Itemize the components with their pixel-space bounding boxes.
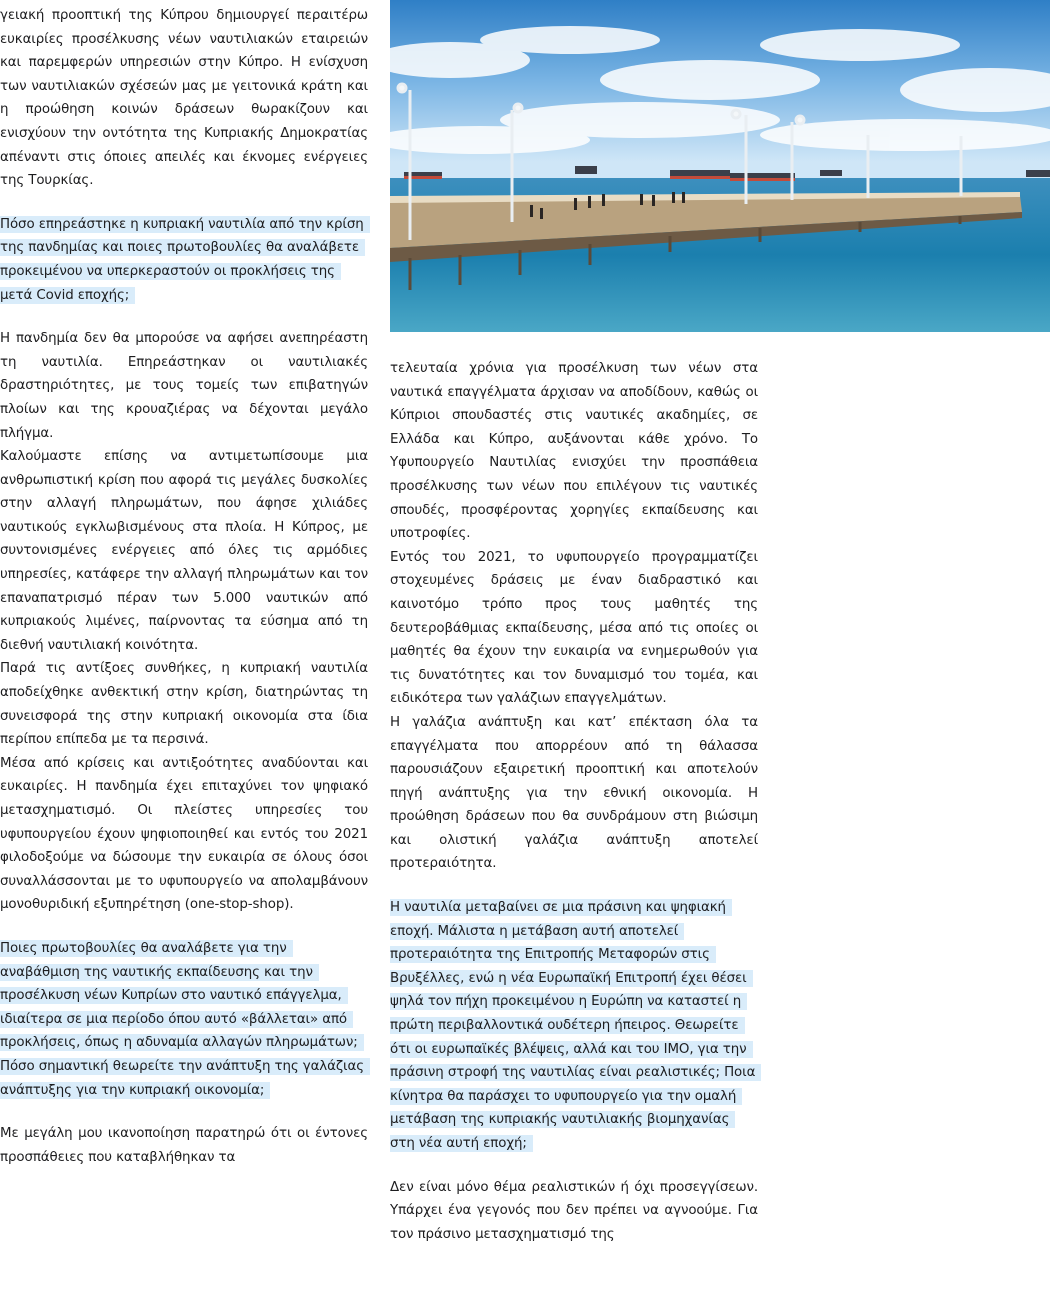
interview-question	[0, 937, 368, 1102]
paragraph: Παρά τις αντίξοες συνθήκες, η κυπριακή ναυτιλία αποδείχθηκε ανθεκτική στην κρίση, διατηρώντας τη συνεισφορά της στην κυπριακή οικονομία στα ίδια περίπου επίπεδα με τα περσινά.	[0, 661, 368, 748]
question-text: Η ναυτιλία μεταβαίνει σε μια πράσινη και ψηφιακή εποχή. Μάλιστα η μετάβαση αυτή αποτελεί προτεραιότητα της Επιτροπής Μεταφορών στις Βρυξέλλες, ενώ η νέα Ευρωπαϊκή Επιτροπή έχει θέσει ψηλά τον πήχη προκειμένου η Ευρώπη να καταστεί η πρώτη περιβαλλοντικά ουδέτερη ήπειρος. Θεωρείτε ότι οι ευρωπαϊκές βλέψεις, αλλά και του IMO, για την πράσινη στροφή της ναυτιλίας είναι ρεαλιστικές; Ποια κίνητρα θα παράσχει το υφυπουργείο για την ομαλή μετάβαση της κυπριακής ναυτιλιακής βιομηχανίας στη νέα αυτή εποχή;	[390, 899, 761, 1152]
paragraph: Μέσα από κρίσεις και αντιξοότητες αναδύονται και ευκαιρίες. Η πανδημία έχει επιταχύνει τον ψηφιακό μετασχηματισμό. Οι πλείστες υπηρεσίες του υφυπουργείου έχουν ψηφιοποιηθεί και εντός του 2021 φιλοδοξούμε να δώσουμε την ευκαιρία σε όλους όσοι συναλλάσσονται με το υφυπουργείο να απολαμβάνουν μονοθυριδική εξυπηρέτηση (one-stop-shop).	[0, 755, 368, 913]
paragraph: τελευταία χρόνια για προσέλκυση των νέων στα ναυτικά επαγγέλματα άρχισαν να αποδίδουν, καθώς οι Κύπριοι σπουδαστές στις ναυτικές ακαδημίες, σε Ελλάδα και Κύπρο, αυξάνονται κάθε χρόνο. Το Υφυπουργείο Ναυτιλίας ενισχύει την προσπάθεια προσέλκυσης των νέων που επιλέγουν τις ναυτικές σπουδές, προσφέροντας χορηγίες εκπαίδευσης και υποτροφίες.	[390, 361, 758, 542]
question-text: Πόσο επηρεάστηκε η κυπριακή ναυτιλία από την κρίση της πανδημίας και ποιες πρωτοβουλίες θα αναλάβετε προκειμένου να υπερκεραστούν οι προκλήσεις της μετά Covid εποχής;	[0, 216, 370, 304]
paragraph: Η πανδημία δεν θα μπορούσε να αφήσει ανεπηρέαστη τη ναυτιλία. Επηρεάστηκαν οι ναυτιλιακές δραστηριότητες, με τους τομείς των επιβατηγών πλοίων και της κρουαζιέρας να δέχονται μεγάλο πλήγμα.	[0, 331, 368, 441]
paragraph: Καλούμαστε επίσης να αντιμετωπίσουμε μια ανθρωπιστική κρίση που αφορά τις μεγάλες δυσκολίες στην αλλαγή πληρωμάτων, που άφησε χιλιάδες ναυτικούς εγκλωβισμένους στα πλοία. Η Κύπρος, με συντονισμένες ενέργειες από όλες τις αρμόδιες υπηρεσίες, κατάφερε την αλλαγή πληρωμάτων και τον επαναπατρισμό πέραν των 5.000 ναυτικών από κυπριακούς λιμένες, παίρνοντας τα εύσημα από τη διεθνή ναυτιλιακή κοινότητα.	[0, 449, 368, 653]
interview-question	[0, 213, 368, 307]
pier-photo	[390, 0, 1050, 332]
right-column	[390, 357, 758, 1246]
interview-question	[390, 896, 758, 1156]
paragraph: Εντός του 2021, το υφυπουργείο προγραμματίζει στοχευμένες δράσεις με έναν διαδραστικό και καινοτόμο τρόπο προς τους μαθητές της δευτεροβάθμιας εκπαίδευσης, μέσα από τις οποίες οι μαθητές θα έχουν την ευκαιρία να ενημερωθούν για τις δυνατότητες και τον δυναμισμό του τομέα, και ειδικότερα των γαλάζιων επαγγελμάτων.	[390, 549, 758, 707]
paragraph: γειακή προοπτική της Κύπρου δημιουργεί περαιτέρω ευκαιρίες προσέλκυσης νέων ναυτιλιακών εταιρειών και παρεμφερών υπηρεσιών στην Κύπρο. Η ενίσχυση των ναυτιλιακών σχέσεών μας με γειτονικά κράτη και η προώθηση κοινών δράσεων θωρακίζουν και ενισχύουν την οντότητα της Κυπριακής Δημοκρατίας απέναντι στις όποιες απειλές και έκνομες ενέργειες της Τουρκίας.	[0, 8, 368, 189]
paragraph: Η γαλάζια ανάπτυξη και κατ’ επέκταση όλα τα επαγγέλματα που απορρέουν από τη θάλασσα παρουσιάζουν εξαιρετική προοπτική και αποτελούν πηγή ανάπτυξης για την εθνική οικονομία. Η προώθηση δράσεων που θα συνδράμουν στη βιώσιμη και ολιστική γαλάζια ανάπτυξη αποτελεί προτεραιότητα.	[390, 714, 758, 872]
paragraph: Με μεγάλη μου ικανοποίηση παρατηρώ ότι οι έντονες προσπάθειες που καταβλήθηκαν τα	[0, 1126, 368, 1165]
paragraph: Δεν είναι μόνο θέμα ρεαλιστικών ή όχι προσεγγίσεων. Υπάρχει ένα γεγονός που δεν πρέπει να αγνοούμε. Για τον πράσινο μετασχηματισμό της	[390, 1179, 758, 1242]
question-text: Ποιες πρωτοβουλίες θα αναλάβετε για την αναβάθμιση της ναυτικής εκπαίδευσης και την προσέλκυση νέων Κυπρίων στο ναυτικό επάγγελμα, ιδιαίτερα σε μια περίοδο όπου αυτό «βάλλεται» από προκλήσεις, όπως η αδυναμία αλλαγών πληρωμάτων; Πόσο σημαντική θεωρείτε την ανάπτυξη της γαλάζιας ανάπτυξης για την κυπριακή οικονομία;	[0, 940, 370, 1099]
left-column	[0, 4, 368, 1169]
